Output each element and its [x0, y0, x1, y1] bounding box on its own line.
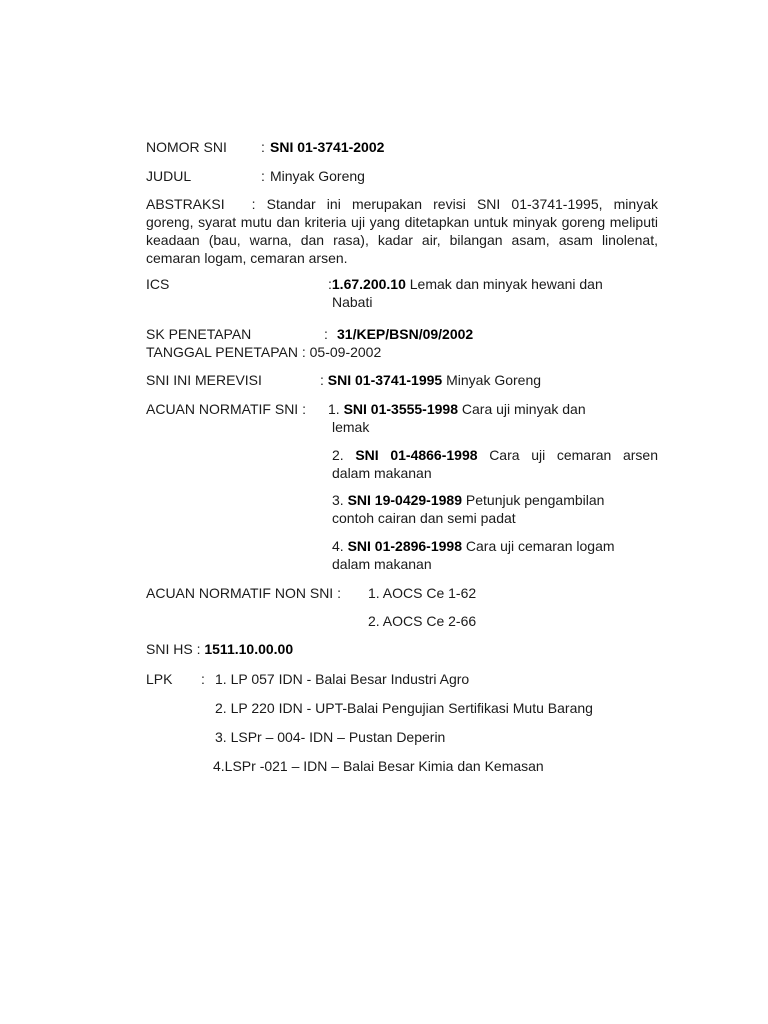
acuan-sni-item-code: SNI 01-2896-1998 [347, 538, 462, 554]
sk-value: 31/KEP/BSN/09/2002 [337, 326, 474, 342]
abstraksi-text: : Standar ini merupakan revisi SNI 01-3741-1995, minyak goreng, syarat mutu dan kriteria uji yang ditetapkan untuk minyak goreng meliputi keadaan (bau, warna, dan rasa), kadar air, bilangan asam, asam linolenat, cemaran logam, cemaran arsen. [146, 196, 658, 266]
acuan-sni-item-num: 2. [332, 447, 344, 463]
lpk-item-2: 2. LP 220 IDN - UPT-Balai Pengujian Sertifikasi Mutu Barang [215, 700, 593, 716]
acuan-sni-item-num: 4. [332, 538, 344, 554]
ics-code: 1.67.200.10 [331, 276, 406, 292]
acuan-sni-item-1-cont: lemak [332, 419, 370, 435]
acuan-non-sni-item-1: 1. AOCS Ce 1-62 [368, 585, 477, 601]
ics-sep: : [328, 276, 332, 292]
judul-sep: : [261, 168, 265, 184]
judul-value: Minyak Goreng [270, 168, 365, 184]
acuan-sni-item-desc: Cara uji cemaran arsen [489, 447, 658, 463]
tanggal-line [146, 343, 381, 361]
tanggal-label: TANGGAL PENETAPAN : [146, 344, 306, 360]
abstraksi-label: ABSTRAKSI [146, 196, 225, 212]
tanggal-value: 05-09-2002 [309, 344, 382, 360]
acuan-sni-item-code: SNI 01-3555-1998 [343, 401, 458, 417]
sk-label: SK PENETAPAN [146, 326, 252, 342]
acuan-non-sni-label: ACUAN NORMATIF NON SNI : [146, 585, 341, 601]
acuan-sni-item-desc: Cara uji minyak dan [461, 401, 586, 417]
hs-label: SNI HS : [146, 641, 201, 657]
acuan-sni-item-2 [332, 446, 658, 464]
hs-value: 1511.10.00.00 [204, 641, 294, 657]
merevisi-desc: Minyak Goreng [446, 372, 542, 388]
nomor-sep: : [261, 139, 265, 155]
lpk-item-1: 1. LP 057 IDN - Balai Besar Industri Agro [215, 671, 470, 687]
lpk-item-3: 3. LSPr – 004- IDN – Pustan Deperin [215, 729, 446, 745]
acuan-sni-item-3 [332, 491, 604, 509]
acuan-sni-item-num: 3. [332, 492, 344, 508]
acuan-sni-label: ACUAN NORMATIF SNI : [146, 401, 306, 417]
acuan-non-sni-item-2: 2. AOCS Ce 2-66 [368, 613, 477, 629]
lpk-sep: : [201, 671, 205, 687]
ics-value [328, 275, 603, 293]
ics-desc: Lemak dan minyak hewani dan [409, 276, 603, 292]
merevisi-value [320, 371, 541, 389]
judul-label: JUDUL [146, 168, 192, 184]
ics-desc-continued: Nabati [332, 294, 373, 310]
nomor-value: SNI 01-3741-2002 [270, 139, 385, 155]
merevisi-code: SNI 01-3741-1995 [327, 372, 443, 388]
acuan-sni-item-1 [328, 400, 586, 418]
acuan-sni-item-desc: Petunjuk pengambilan [465, 492, 605, 508]
lpk-item-4: 4.LSPr -021 – IDN – Balai Besar Kimia dan Kemasan [213, 758, 544, 774]
merevisi-label: SNI INI MEREVISI [146, 372, 262, 388]
acuan-sni-item-code: SNI 19-0429-1989 [347, 492, 462, 508]
acuan-sni-item-4 [332, 537, 615, 555]
nomor-label: NOMOR SNI [146, 139, 227, 155]
acuan-sni-item-3-cont: contoh cairan dan semi padat [332, 510, 516, 526]
lpk-label: LPK [146, 671, 173, 687]
abstraksi-paragraph [146, 195, 658, 267]
ics-label: ICS [146, 276, 170, 292]
acuan-sni-item-code: SNI 01-4866-1998 [355, 447, 478, 463]
acuan-sni-item-desc: Cara uji cemaran logam [465, 538, 615, 554]
acuan-sni-item-num: 1. [328, 401, 340, 417]
acuan-sni-item-2-cont: dalam makanan [332, 465, 432, 481]
acuan-sni-item-4-cont: dalam makanan [332, 556, 432, 572]
merevisi-sep: : [320, 372, 324, 388]
hs-line [146, 640, 293, 658]
sk-sep: : [324, 326, 328, 342]
